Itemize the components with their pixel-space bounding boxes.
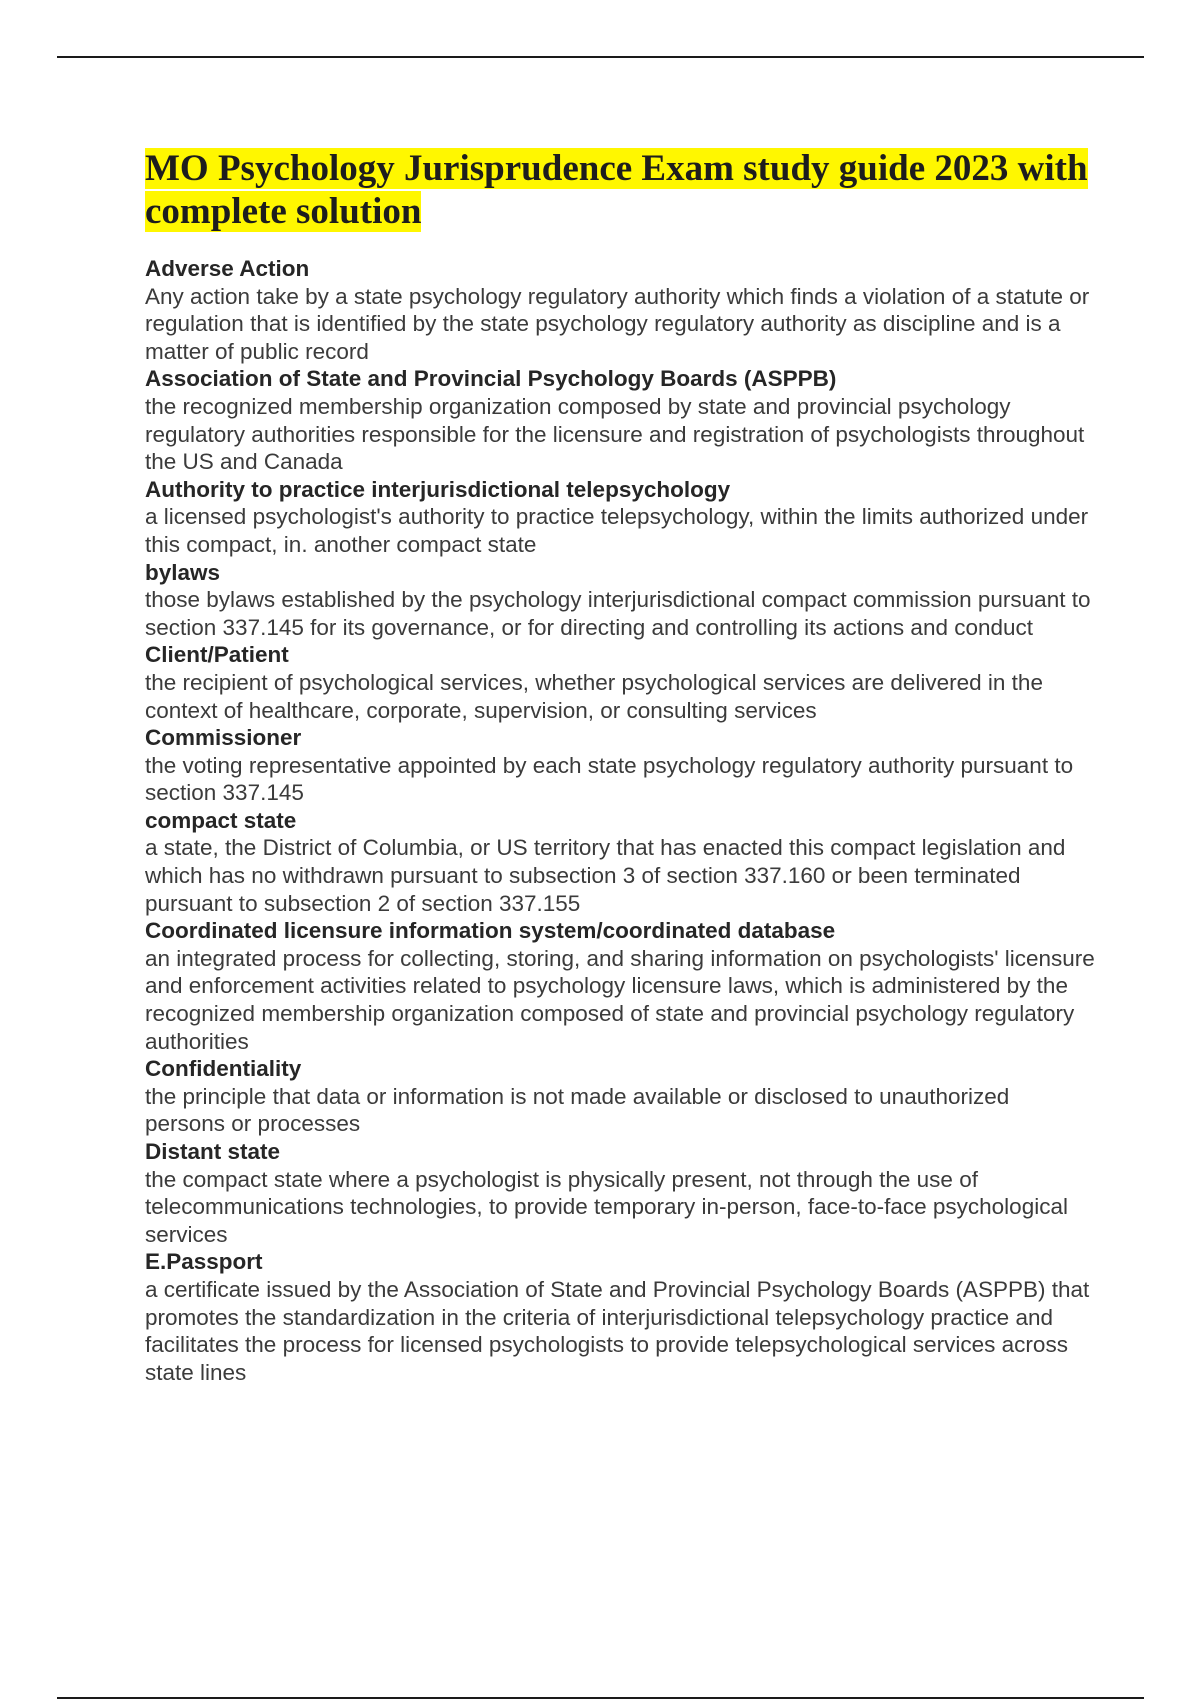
glossary-term: Client/Patient <box>145 642 289 668</box>
glossary <box>145 255 1095 1386</box>
glossary-term: Confidentiality <box>145 1056 302 1082</box>
glossary-term: Association of State and Provincial Psychology Boards (ASPPB) <box>145 366 837 392</box>
glossary-definition: the voting representative appointed by each state psychology regulatory authority pursuant to section 337.145 <box>145 752 1074 806</box>
glossary-definition: the compact state where a psychologist is physically present, not through the use of telecommunications technologies, to provide temporary in-person, face-to-face psychological services <box>145 1166 1068 1247</box>
glossary-definition: a licensed psychologist's authority to practice telepsychology, within the limits authorized under this compact, in. another compact state <box>145 504 1089 557</box>
footer-rule <box>57 1697 1144 1699</box>
glossary-definition: the principle that data or information is not made available or disclosed to unauthorized persons or processes <box>145 1083 1010 1137</box>
document-title <box>145 147 1095 233</box>
glossary-definition: the recipient of psychological services, whether psychological services are delivered in the context of healthcare, corporate, supervision, or consulting services <box>145 669 1043 723</box>
glossary-definition: the recognized membership organization composed by state and provincial psychology regulatory authorities responsible for the licensure and registration of psychologists throughout the US and Canada <box>145 393 1085 475</box>
glossary-term: Coordinated licensure information system/coordinated database <box>145 918 836 944</box>
glossary-definition: an integrated process for collecting, storing, and sharing information on psychologists' licensure and enforcement activities related to psychology licensure laws, which is administered by the recognized membership organization composed of state and provincial psychology regulatory authorities <box>145 945 1095 1054</box>
glossary-term: compact state <box>145 807 297 833</box>
page-content <box>145 147 1095 1386</box>
document-title-highlight: MO Psychology Jurisprudence Exam study guide 2023 with complete solution <box>145 148 1088 232</box>
glossary-definition: Any action take by a state psychology regulatory authority which finds a violation of a statute or regulation that is identified by the state psychology regulatory authority as discipline and is a matter of public record <box>145 283 1090 364</box>
glossary-definition: a state, the District of Columbia, or US territory that has enacted this compact legislation and which has no withdrawn pursuant to subsection 3 of section 337.160 or been terminated pursuant to subsection 2 of section 337.155 <box>145 835 1066 916</box>
glossary-term: Distant state <box>145 1139 281 1164</box>
glossary-definition: a certificate issued by the Association of State and Provincial Psychology Boards (ASPPB) that promotes the standardization in the criteria of interjurisdictional telepsychology practice and facilitates the process for licensed psychologists to provide telepsychological services across state lines <box>145 1276 1090 1385</box>
glossary-term: Commissioner <box>145 725 302 751</box>
glossary-term: Adverse Action <box>145 256 310 281</box>
header-rule <box>57 56 1144 58</box>
glossary-term: E.Passport <box>145 1249 263 1275</box>
glossary-definition: those bylaws established by the psychology interjurisdictional compact commission pursuant to section 337.145 for its governance, or for directing and controlling its actions and conduct <box>145 587 1091 640</box>
glossary-term: Authority to practice interjurisdictional telepsychology <box>145 476 731 502</box>
glossary-term: bylaws <box>145 559 221 585</box>
